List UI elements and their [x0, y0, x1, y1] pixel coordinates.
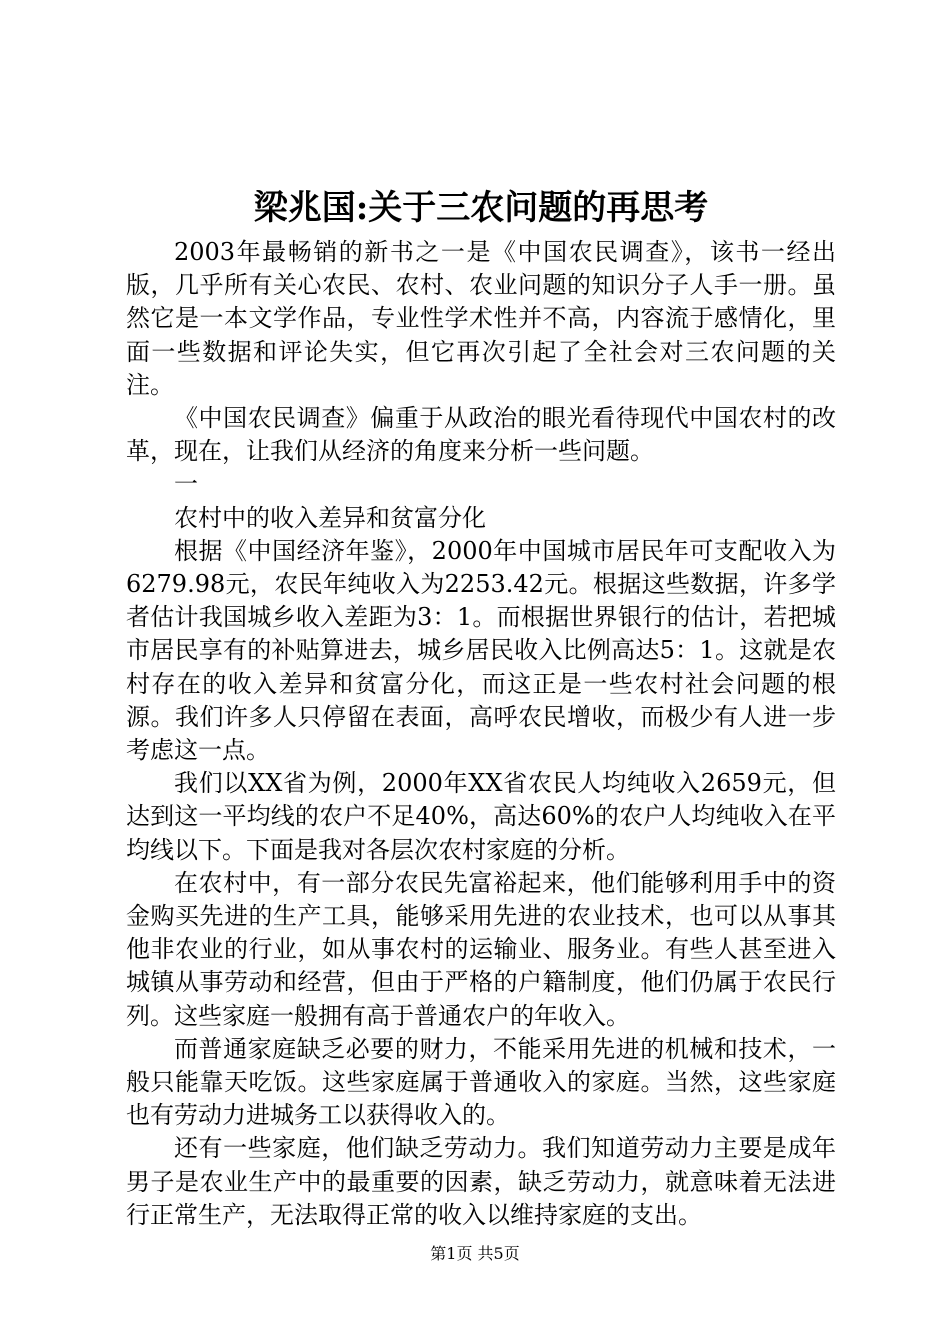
- paragraph: 而普通家庭缺乏必要的财力，不能采用先进的机械和技术，一般只能靠天吃饭。这些家庭属于普通收入的家庭。当然，这些家庭也有劳动力进城务工以获得收入的。: [126, 1034, 836, 1130]
- paragraph: 2003年最畅销的新书之一是《中国农民调查》，该书一经出版，几乎所有关心农民、农村、农业问题的知识分子人手一册。虽然它是一本文学作品，专业性学术性并不高，内容流于感情化，里面一些数据和评论失实，但它再次引起了全社会对三农问题的关注。: [126, 238, 836, 399]
- paragraph: 根据《中国经济年鉴》，2000年中国城市居民年可支配收入为6279.98元，农民年纯收入为2253.42元。根据这些数据，许多学者估计我国城乡收入差距为3：1。而根据世界银行的估计，若把城市居民享有的补贴算进去，城乡居民收入比例高达5：1。这就是农村存在的收入差异和贫富分化，而这正是一些农村社会问题的根源。我们许多人只停留在表面，高呼农民增收，而极少有人进一步考虑这一点。: [126, 536, 836, 765]
- paragraph: 我们以XX省为例，2000年XX省农民人均纯收入2659元，但达到这一平均线的农户不足40%，高达60%的农户人均纯收入在平均线以下。下面是我对各层次农村家庭的分析。: [126, 769, 836, 864]
- document-body: [126, 236, 836, 1232]
- section-heading: 农村中的收入差异和贫富分化: [174, 503, 486, 532]
- document-title: 梁兆国:关于三农问题的再思考: [253, 188, 709, 228]
- paragraph: 在农村中，有一部分农民先富裕起来，他们能够利用手中的资金购买先进的生产工具，能够采用先进的农业技术，也可以从事其他非农业的行业，如从事农村的运输业、服务业。有些人甚至进入城镇从事劳动和经营，但由于严格的户籍制度，他们仍属于农民行列。这些家庭一般拥有高于普通农户的年收入。: [126, 868, 836, 1030]
- section-number: 一: [174, 470, 198, 499]
- page-footer: 第1页 共5页: [430, 1244, 520, 1263]
- paragraph: 《中国农民调查》偏重于从政治的眼光看待现代中国农村的改革，现在，让我们从经济的角度来分析一些问题。: [126, 404, 836, 466]
- document-page: [126, 180, 836, 1232]
- paragraph: 还有一些家庭，他们缺乏劳动力。我们知道劳动力主要是成年男子是农业生产中的最重要的因素，缺乏劳动力，就意味着无法进行正常生产，无法取得正常的收入以维持家庭的支出。: [126, 1134, 836, 1229]
